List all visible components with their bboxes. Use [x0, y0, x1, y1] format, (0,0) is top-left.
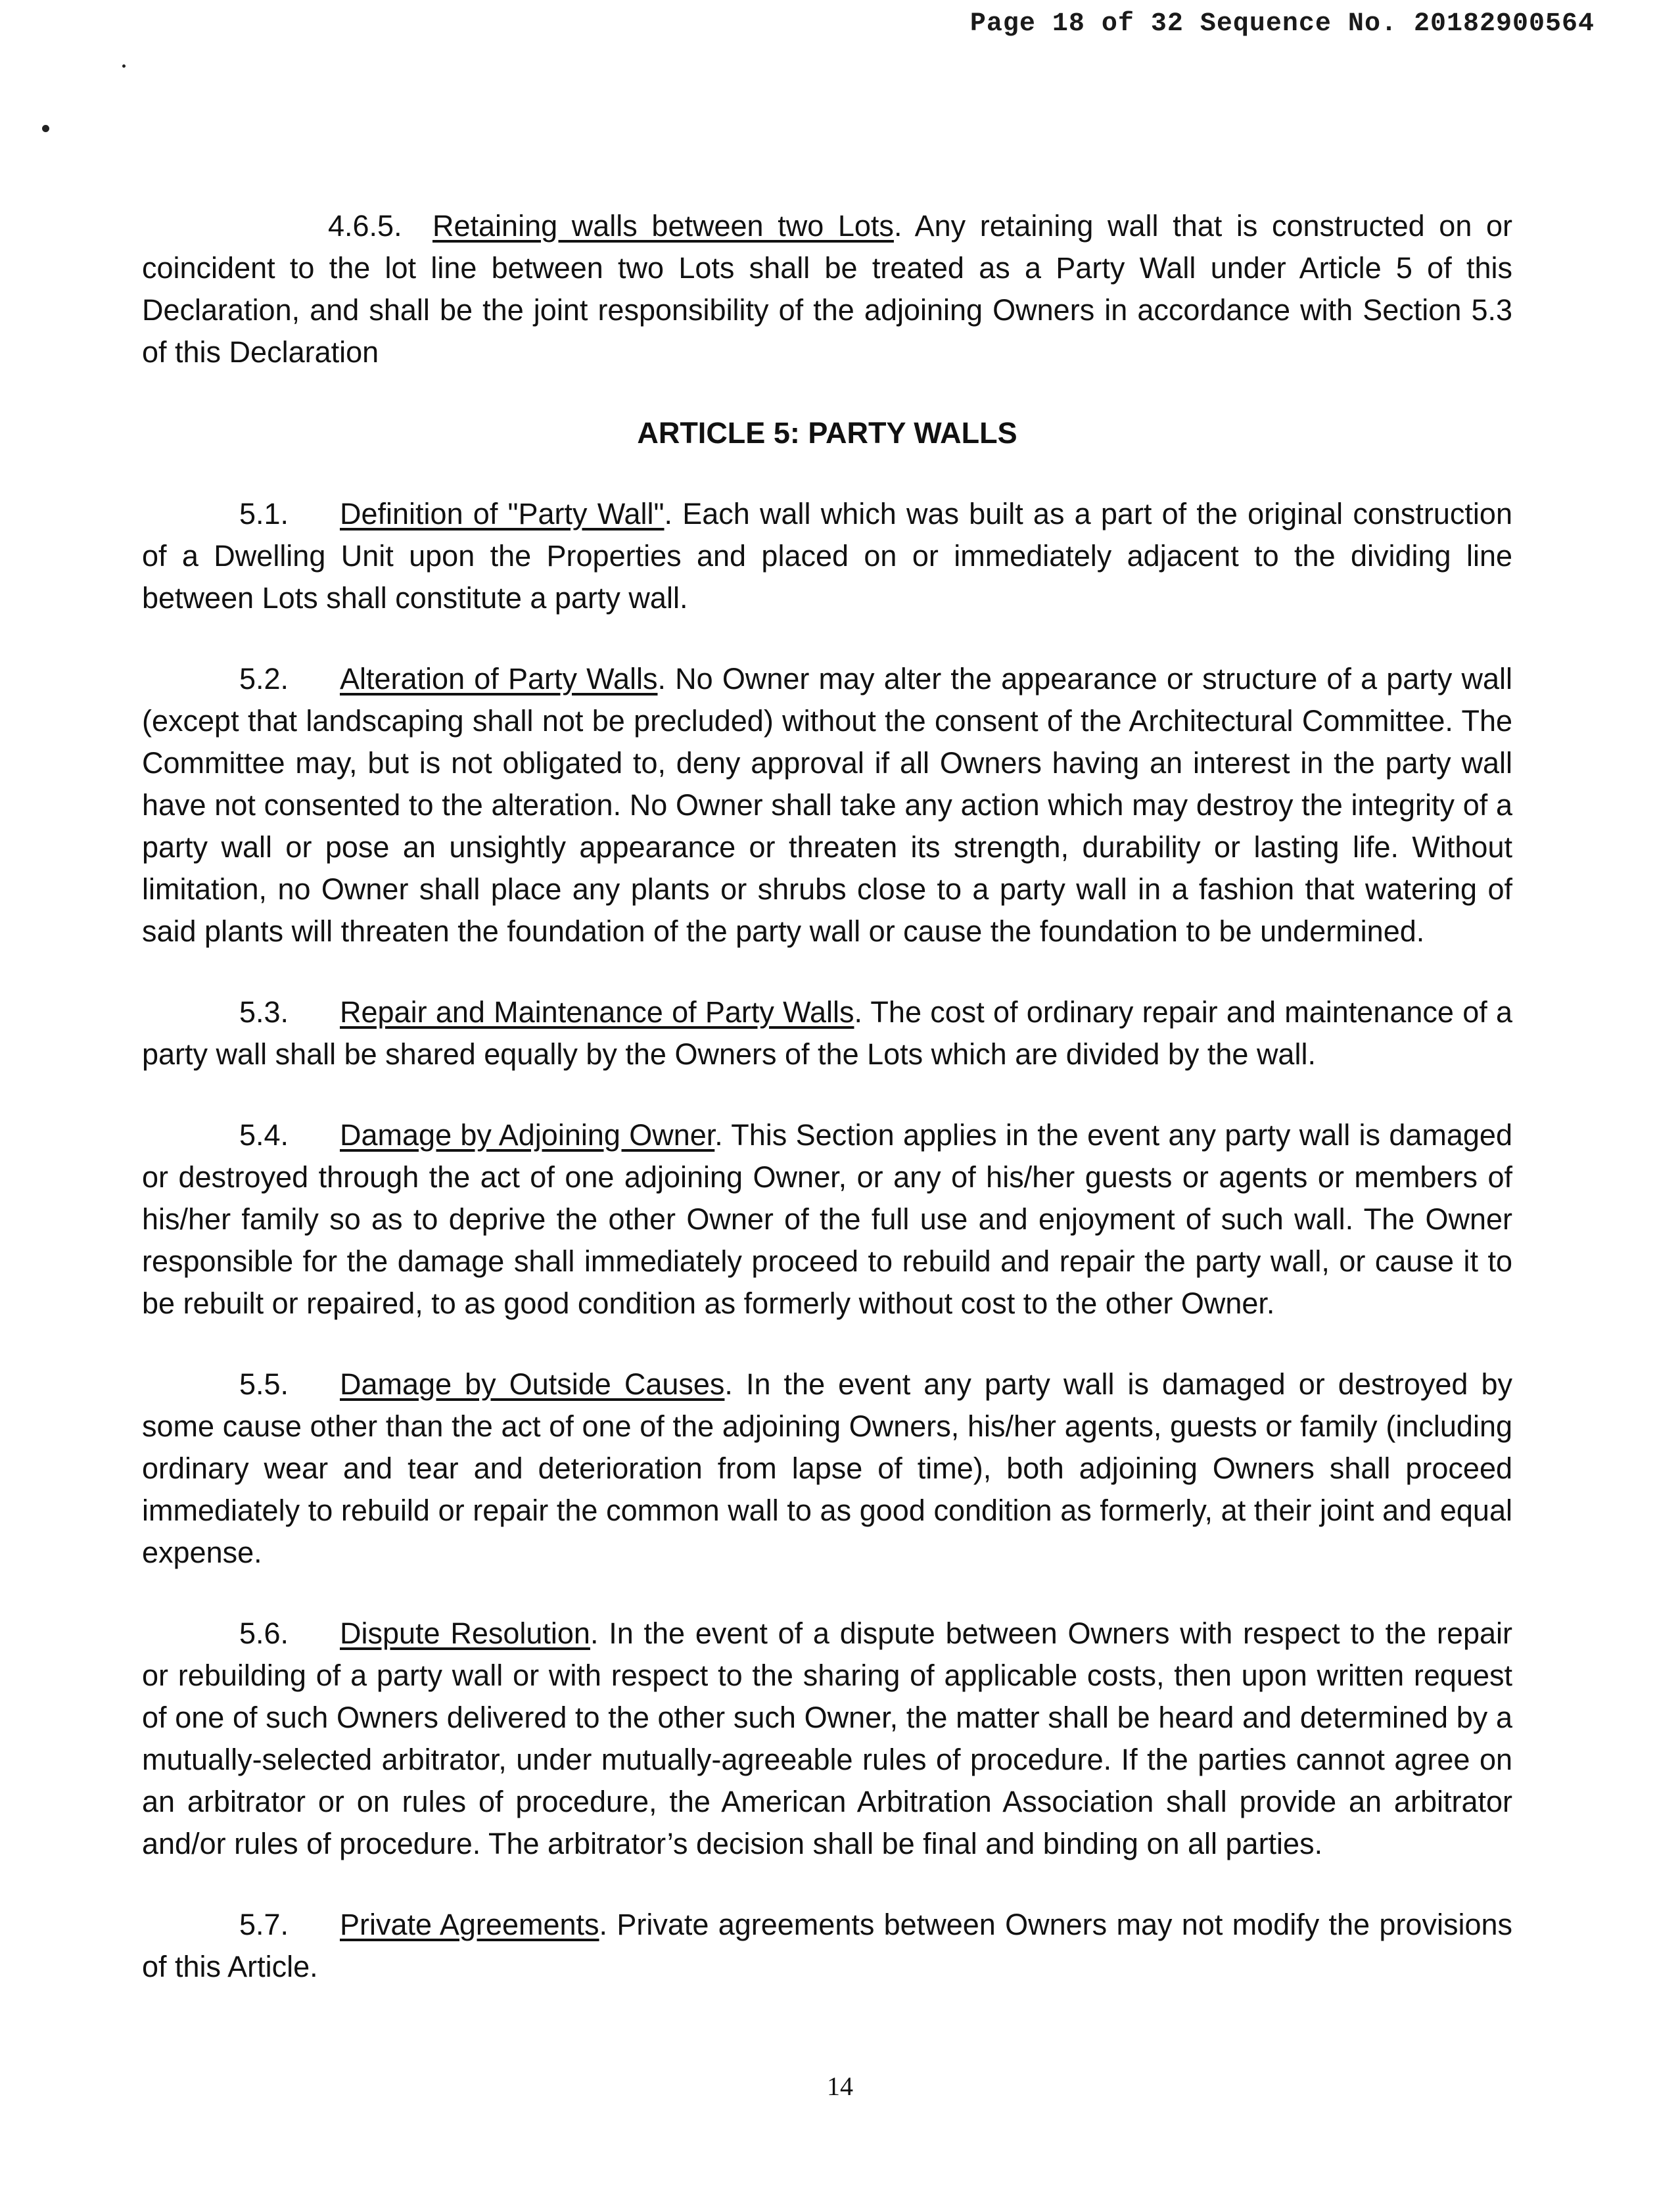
section-5-1 — [142, 493, 1512, 619]
section-number: 4.6.5. — [328, 209, 402, 243]
section-heading: Retaining walls between two Lots — [432, 209, 894, 243]
scan-speck — [122, 64, 126, 68]
section-number: 5.7. — [239, 1908, 289, 1941]
section-number: 5.5. — [239, 1367, 289, 1401]
scan-speck — [42, 125, 49, 132]
section-body: . In the event any party wall is damaged or destroyed by some cause other than the act of one of the adjoining Owners, his/her agents, guests or family (including ordinary wear and tear and deterioration from lapse of time), both adjoining Owners shall proceed immediately to rebuild or repair the common wall to as good condition as formerly, at their joint and equal expense. — [142, 1367, 1512, 1569]
section-5-7 — [142, 1904, 1512, 1988]
page-sequence-stamp: Page 18 of 32 Sequence No. 20182900564 — [969, 9, 1595, 39]
section-body: . This Section applies in the event any party wall is damaged or destroyed through the act of one adjoining Owner, or any of his/her guests or agents or members of his/her family so as to deprive the other Owner of the full use and enjoyment of such wall. The Owner responsible for the damage shall immediately proceed to rebuild and repair the party wall, or cause it to be rebuilt or repaired, to as good condition as formerly without cost to the other Owner. — [142, 1118, 1512, 1320]
document-body — [142, 205, 1512, 2027]
section-body: . In the event of a dispute between Owners with respect to the repair or rebuilding of a party wall or with respect to the sharing of applicable costs, then upon written request of one of such Owners delivered to the other such Owner, the matter shall be heard and determined by a mutually-selected arbitrator, under mutually-agreeable rules of procedure. If the parties cannot agree on an arbitrator or on rules of procedure, the American Arbitration Association shall provide an arbitrator and/or rules of procedure. The arbitrator’s decision shall be final and binding on all parties. — [142, 1617, 1512, 1860]
section-heading: Repair and Maintenance of Party Walls — [340, 995, 854, 1029]
section-heading: Damage by Adjoining Owner — [340, 1118, 715, 1152]
section-number: 5.2. — [239, 662, 289, 696]
section-5-5 — [142, 1363, 1512, 1574]
section-5-6 — [142, 1613, 1512, 1865]
section-heading: Alteration of Party Walls — [340, 662, 658, 696]
section-heading: Definition of "Party Wall" — [340, 497, 665, 531]
section-number: 5.3. — [239, 995, 289, 1029]
section-body: . Any retaining wall that is constructed on or coincident to the lot line between two Lots shall be treated as a Party Wall under Article 5 of this Declaration, and shall be the joint responsibility of the adjoining Owners in accordance with Section 5.3 of this Declaration — [142, 209, 1512, 369]
section-body: . Private agreements between Owners may not modify the provisions of this Article. — [142, 1908, 1512, 1983]
section-heading: Damage by Outside Causes — [340, 1367, 725, 1401]
section-5-2 — [142, 658, 1512, 953]
section-4-6-5 — [142, 205, 1512, 373]
section-body: . The cost of ordinary repair and maintenance of a party wall shall be shared equally by the Owners of the Lots which are divided by the wall. — [142, 995, 1513, 1071]
section-5-3 — [142, 991, 1512, 1075]
section-heading: Dispute Resolution — [340, 1617, 590, 1650]
section-5-4 — [142, 1114, 1512, 1325]
page-number: 14 — [827, 2071, 853, 2101]
section-body: . No Owner may alter the appearance or structure of a party wall (except that landscaping shall not be precluded) without the consent of the Architectural Committee. The Committee may, but is not obligated to, deny approval if all Owners having an interest in the party wall have not consented to the alteration. No Owner shall take any action which may destroy the integrity of a party wall or pose an unsightly appearance or threaten its strength, durability or lasting life. Without limitation, no Owner shall place any plants or shrubs close to a party wall in a fashion that watering of said plants will threaten the foundation of the party wall or cause the foundation to be undermined. — [142, 662, 1512, 948]
section-number: 5.4. — [239, 1118, 289, 1152]
article-title: ARTICLE 5: PARTY WALLS — [637, 416, 1017, 450]
section-number: 5.6. — [239, 1617, 289, 1650]
section-number: 5.1. — [239, 497, 289, 531]
section-body: . Each wall which was built as a part of the original construction of a Dwelling Unit upon the Properties and placed on or immediately adjacent to the dividing line between Lots shall constitute a party wall. — [142, 497, 1512, 615]
section-heading: Private Agreements — [340, 1908, 599, 1941]
